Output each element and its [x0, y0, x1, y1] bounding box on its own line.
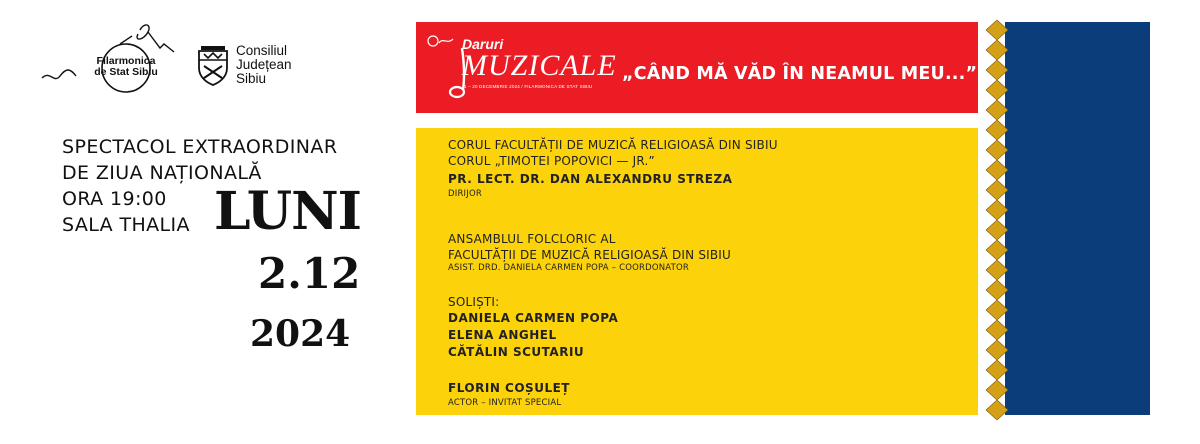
filarmonica-line1: Filarmonica — [96, 55, 156, 67]
gold-ornament-border — [984, 20, 1010, 420]
gold-ornament-segment — [986, 360, 1008, 380]
gold-ornament-segment — [986, 280, 1008, 300]
series-name-small: Daruri — [462, 36, 504, 52]
gold-ornament-segment — [986, 220, 1008, 240]
series-banner — [416, 22, 978, 113]
soloists-heading: SOLIȘTI: — [448, 295, 500, 309]
gold-ornament-segment — [986, 400, 1008, 420]
soloist-item: ELENA ANGHEL — [448, 328, 557, 342]
filarmonica-wordmark — [78, 56, 174, 78]
gold-ornament-segment — [986, 300, 1008, 320]
guest-name: FLORIN COȘULEȚ — [448, 381, 570, 395]
consiliu-line1: Consiliul — [236, 43, 288, 58]
consiliu-line3: Sibiu — [236, 71, 267, 86]
gold-ornament-segment — [986, 160, 1008, 180]
choir-line2: CORUL „TIMOTEI POPOVICI — JR.” — [448, 154, 655, 168]
gold-ornament-segment — [986, 80, 1008, 100]
program-panel — [416, 128, 978, 415]
consiliu-judetean-wordmark — [236, 44, 292, 86]
series-subtitle: 1 – 20 DECEMBRIE 2024 / FILARMONICA DE STAT SIBIU — [464, 84, 593, 89]
gold-ornament-segment — [986, 320, 1008, 340]
choir-line1: CORUL FACULTĂȚII DE MUZICĂ RELIGIOASĂ DIN SIBIU — [448, 138, 778, 152]
gold-ornament-segment — [986, 260, 1008, 280]
gold-ornament-segment — [986, 20, 1008, 40]
event-day: LUNI — [214, 181, 361, 242]
gold-ornament-segment — [986, 140, 1008, 160]
guest-role: ACTOR – INVITAT SPECIAL — [448, 398, 562, 408]
conductor-role: DIRIJOR — [448, 189, 482, 199]
soloist-item: CĂTĂLIN SCUTARIU — [448, 345, 585, 359]
ensemble-line2: FACULTĂȚII DE MUZICĂ RELIGIOASĂ DIN SIBIU — [448, 248, 732, 262]
filarmonica-logo — [40, 18, 180, 94]
event-date: 2.12 — [258, 249, 361, 298]
event-year: 2024 — [250, 313, 351, 355]
event-title-line2: DE ZIUA NAȚIONALĂ — [62, 162, 262, 184]
soloist-item: DANIELA CARMEN POPA — [448, 311, 619, 325]
gold-ornament-segment — [986, 340, 1008, 360]
event-title-line1: SPECTACOL EXTRAORDINAR — [62, 136, 338, 158]
event-venue: SALA THALIA — [62, 214, 190, 236]
gold-ornament-segment — [986, 200, 1008, 220]
concert-slogan: „CÂND MĂ VĂD ÎN NEAMUL MEU...” — [622, 64, 978, 84]
county-crest-icon — [196, 44, 230, 86]
filarmonica-line2: de Stat Sibiu — [94, 66, 158, 78]
consiliu-line2: Județean — [236, 57, 292, 72]
conductor-name: PR. LECT. DR. DAN ALEXANDRU STREZA — [448, 172, 733, 186]
gold-ornament-segment — [986, 120, 1008, 140]
consiliu-judetean-logo — [196, 44, 316, 90]
gold-ornament-segment — [986, 380, 1008, 400]
gold-ornament-segment — [986, 40, 1008, 60]
series-name-big: MUZICALE — [462, 49, 617, 82]
flag-blue-stripe — [1005, 22, 1150, 415]
gold-ornament-segment — [986, 180, 1008, 200]
gold-ornament-segment — [986, 60, 1008, 80]
gold-ornament-segment — [986, 100, 1008, 120]
gold-ornament-segment — [986, 240, 1008, 260]
ensemble-line1: ANSAMBLUL FOLCLORIC AL — [448, 232, 616, 246]
event-time: ORA 19:00 — [62, 188, 167, 210]
ensemble-coordinator: ASIST. DRD. DANIELA CARMEN POPA – COORDONATOR — [448, 263, 690, 273]
